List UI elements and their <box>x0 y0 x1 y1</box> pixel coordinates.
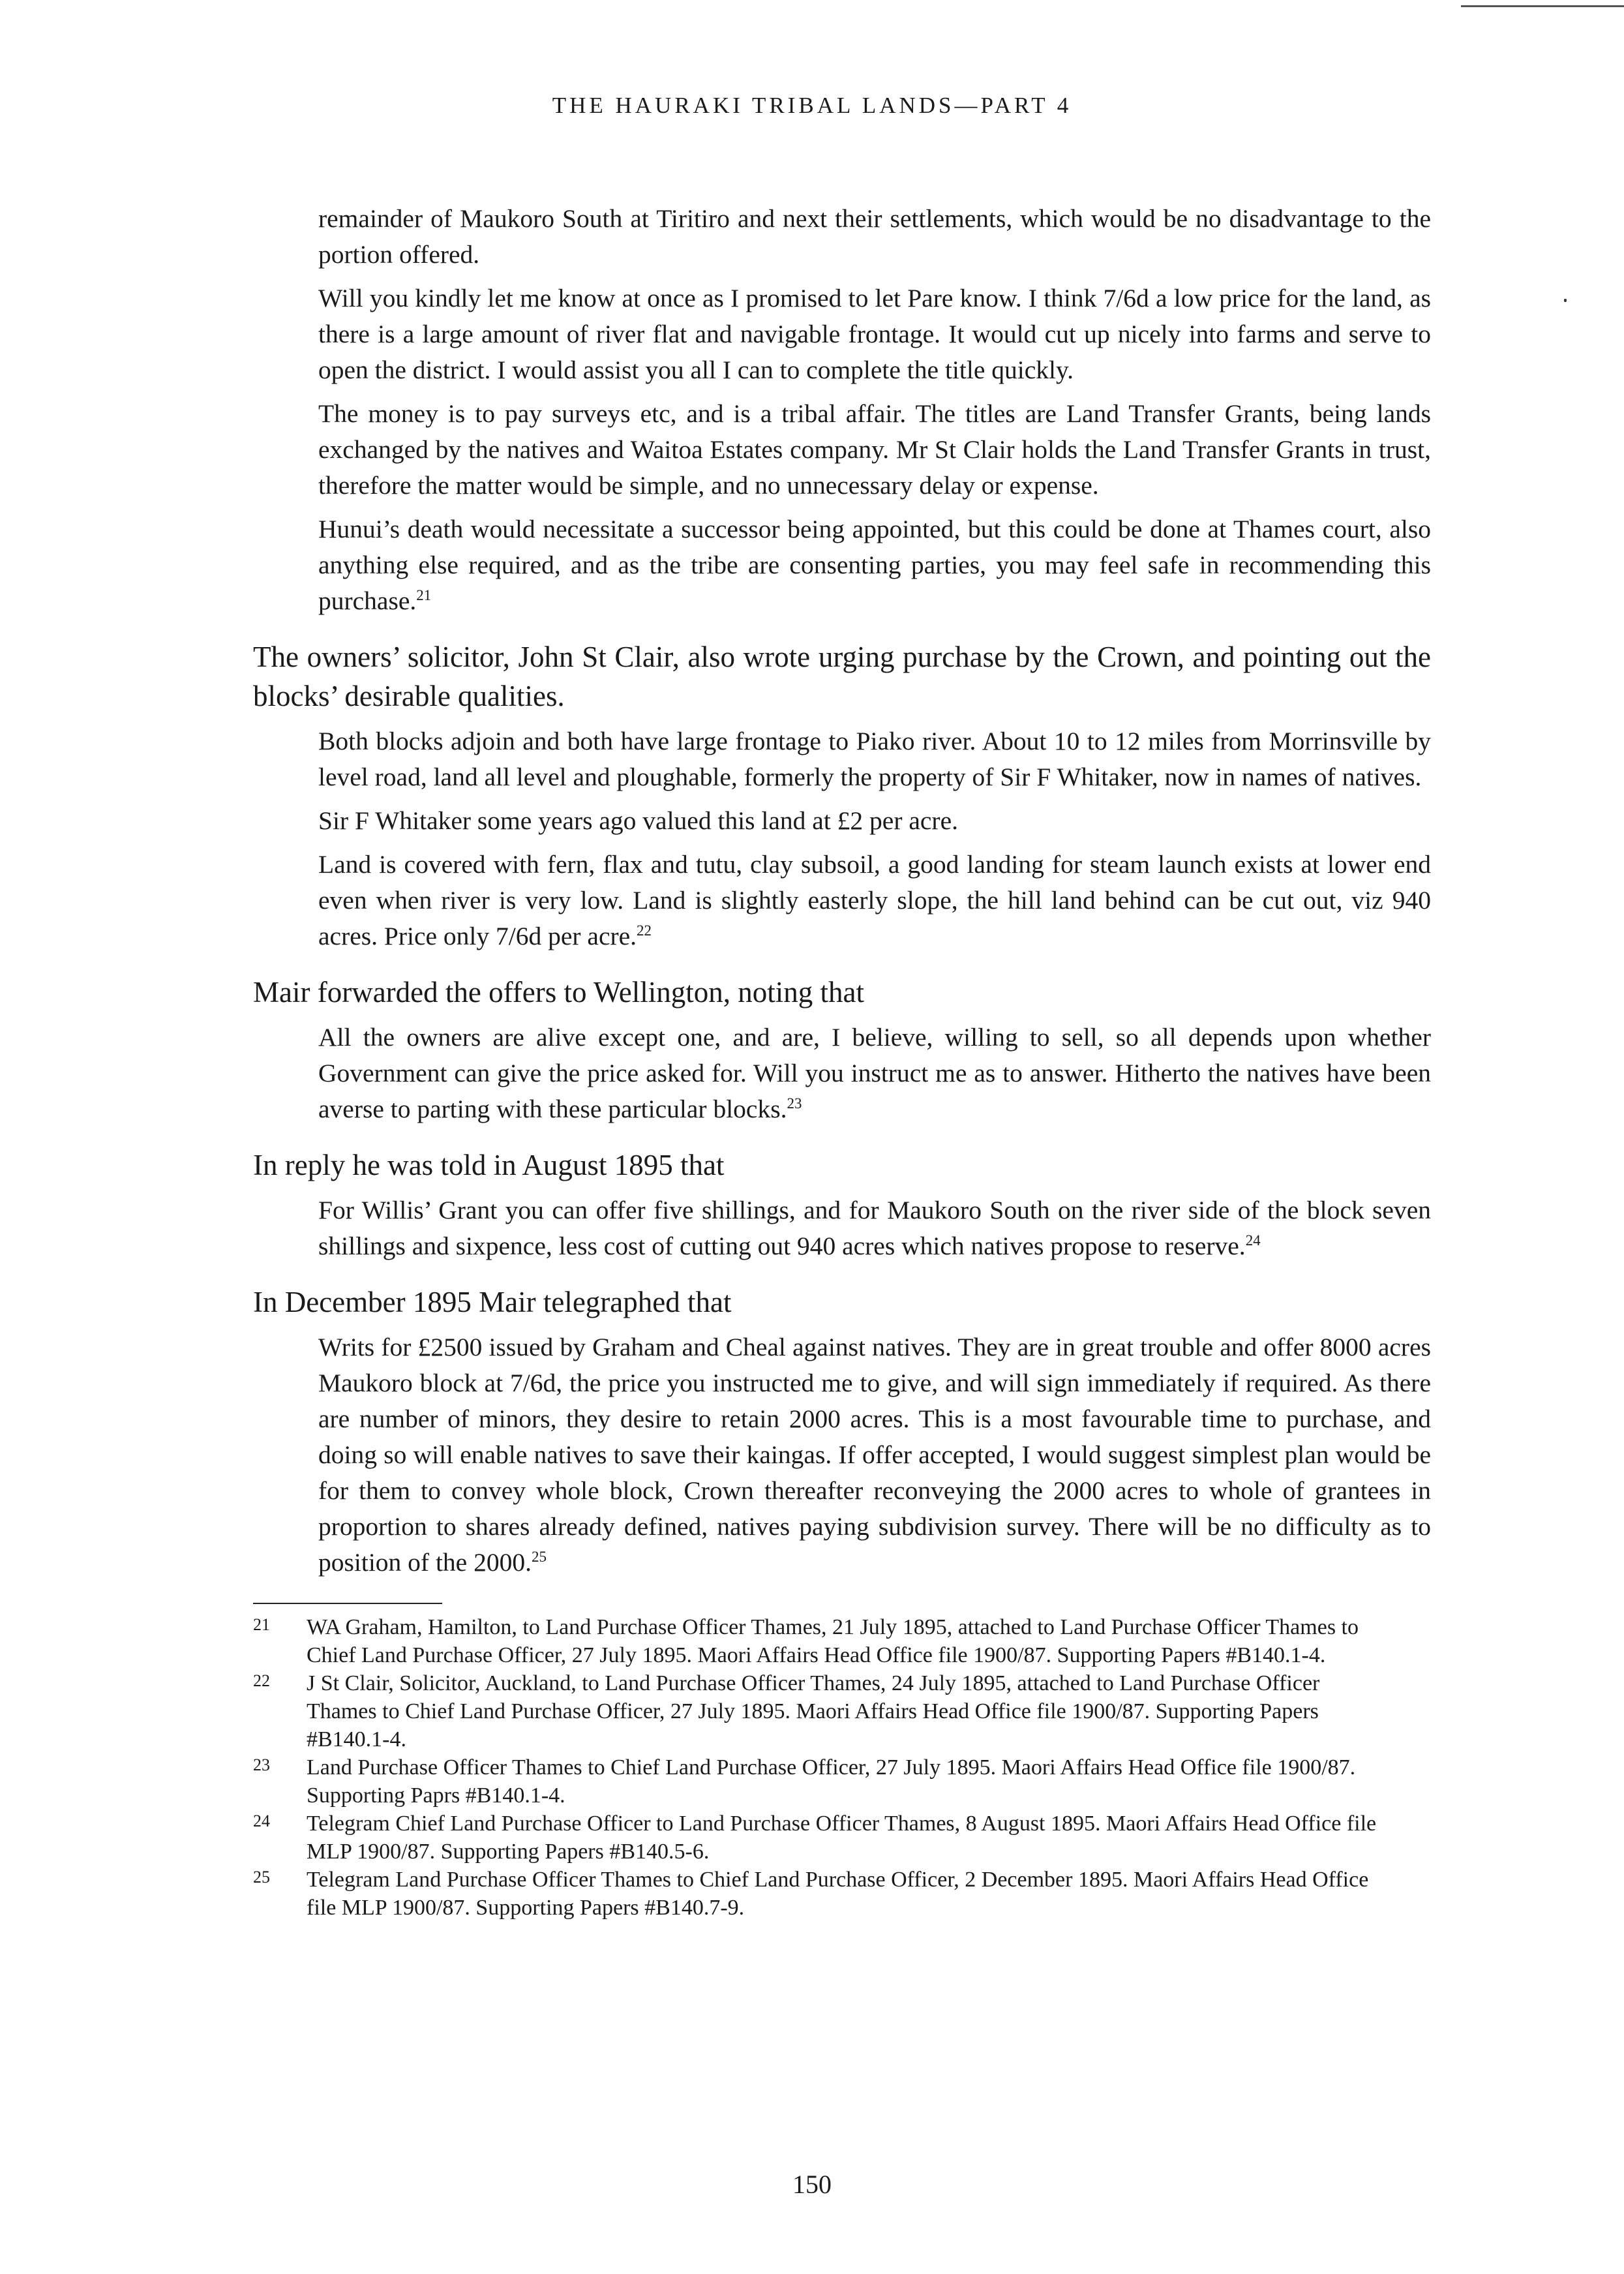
footnote <box>253 1753 1431 1810</box>
footnote-text: Telegram Land Purchase Officer Thames to Chief Land Purchase Officer, 2 December 1895. Maori Affairs Head Office file MLP 1900/87. Supporting Papers #B140.7-9. <box>307 1868 1369 1920</box>
block-quote: Sir F Whitaker some years ago valued this land at £2 per acre. <box>318 806 958 835</box>
footnote-ref[interactable]: 24 <box>1245 1232 1261 1249</box>
body-paragraph: In reply he was told in August 1895 that <box>253 1149 725 1181</box>
footnote-ref[interactable]: 22 <box>637 922 652 939</box>
footnote-text: J St Clair, Solicitor, Auckland, to Land Purchase Officer Thames, 24 July 1895, attached to Land Purchase Officer Thames to Chief Land Purchase Officer, 27 July 1895. Maori Affairs Head Office file 1900/87. Supporting Papers #B140.1-4. <box>307 1671 1320 1751</box>
scan-speck <box>1564 299 1567 302</box>
body-paragraph: Mair forwarded the offers to Wellington, noting that <box>253 976 865 1008</box>
footnote-ref[interactable]: 25 <box>531 1548 547 1565</box>
block-quote: The money is to pay surveys etc, and is a tribal affair. The titles are Land Transfer Grants, being lands exchanged by the natives and Waitoa Estates company. Mr St Clair holds the Land Transfer Grants in trust, therefore the matter would be simple, and no unnecessary delay or expense. <box>318 399 1431 500</box>
footnote <box>253 1669 1431 1753</box>
page-number: 150 <box>792 2170 832 2199</box>
footnote <box>253 1810 1431 1866</box>
block-quote: For Willis’ Grant you can offer five shillings, and for Maukoro South on the river side of the block seven shillings and sixpence, less cost of cutting out 940 acres which natives propose to reserve.$^{24}$ <box>318 1196 1431 1260</box>
footnote-ref[interactable]: 21 <box>416 586 432 603</box>
footnote-text: Telegram Chief Land Purchase Officer to Land Purchase Officer Thames, 8 August 1895. Maori Affairs Head Office file MLP 1900/87. Supporting Papers #B140.5-6. <box>307 1812 1377 1864</box>
block-quote: Land is covered with fern, flax and tutu, clay subsoil, a good landing for steam launch exists at lower end even when river is very low. Land is slightly easterly slope, the hill land behind can be cut out, viz 940 acres. Price only 7/6d per acre.$^{22}$ <box>318 850 1431 950</box>
block-quote: Both blocks adjoin and both have large frontage to Piako river. About 10 to 12 miles from Morrinsville by level road, land all level and ploughable, formerly the property of Sir F Whitaker, now in names of natives. <box>318 727 1431 791</box>
footnote-divider <box>253 1603 442 1604</box>
top-edge-rule <box>1461 5 1624 7</box>
block-quote: Writs for £2500 issued by Graham and Cheal against natives. They are in great trouble and offer 8000 acres Maukoro block at 7/6d, the price you instructed me to give, and will sign immediately if required. As there are number of minors, they desire to retain 2000 acres. This is a most favourable time to purchase, and doing so will enable natives to save their kaingas. If offer accepted, I would suggest simplest plan would be for them to convey whole block, Crown thereafter reconveying the 2000 acres to whole of grantees in proportion to shares already defined, natives paying subdivision survey. There will be no difficulty as to position of the 2000.25 <box>318 1333 1431 1577</box>
footnote-number: 22 <box>253 1671 270 1690</box>
footnote-number: 24 <box>253 1812 270 1830</box>
block-quote: All the owners are alive except one, and are, I believe, willing to sell, so all depends upon whether Government can give the price asked for. Will you instruct me as to answer. Hitherto the natives have been averse to parting with these particular blocks.$^{23}$ <box>318 1023 1431 1123</box>
block-quote: remainder of Maukoro South at Tiritiro and next their settlements, which would be no disadvantage to the portion offered. <box>318 204 1431 269</box>
footnote-number: 21 <box>253 1615 270 1634</box>
body-text <box>253 201 1431 1922</box>
footnote-text: Land Purchase Officer Thames to Chief Land Purchase Officer, 27 July 1895. Maori Affairs Head Office file 1900/87. Supporting Paprs #B140.1-4. <box>307 1755 1356 1808</box>
block-quote: Hunui’s death would necessitate a successor being appointed, but this could be done at Thames court, also anything else required, and as the tribe are consenting parties, you may feel safe in recommending this purchase.$^{21}$ <box>318 515 1431 615</box>
body-paragraph: In December 1895 Mair telegraphed that <box>253 1286 732 1318</box>
footnote-text: WA Graham, Hamilton, to Land Purchase Officer Thames, 21 July 1895, attached to Land Purchase Officer Thames to Chief Land Purchase Officer, 27 July 1895. Maori Affairs Head Office file 1900/87. Supporting Papers #B140.1-4. <box>307 1615 1359 1667</box>
block-quote: Will you kindly let me know at once as I promised to let Pare know. I think 7/6d a low price for the land, as there is a large amount of river flat and navigable frontage. It would cut up nicely into farms and serve to open the district. I would assist you all I can to complete the title quickly. <box>318 284 1431 384</box>
footnote <box>253 1613 1431 1669</box>
running-header: THE HAURAKI TRIBAL LANDS—PART 4 <box>552 93 1072 118</box>
footnote-number: 25 <box>253 1868 270 1887</box>
footnote-number: 23 <box>253 1755 270 1774</box>
footnote <box>253 1866 1431 1922</box>
body-paragraph: The owners’ solicitor, John St Clair, also wrote urging purchase by the Crown, and pointing out the blocks’ desirable qualities. <box>253 641 1431 712</box>
footnote-ref[interactable]: 23 <box>787 1095 802 1112</box>
